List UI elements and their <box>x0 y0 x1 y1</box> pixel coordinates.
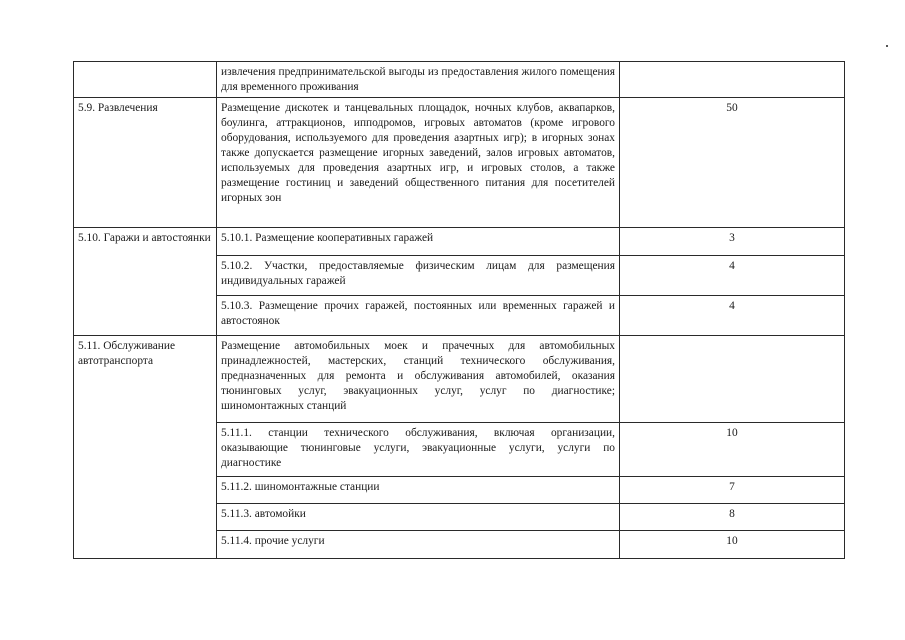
description-cell: извлечения предпринимательской выгоды из предоставления жилого помещения для временного проживания <box>217 62 620 98</box>
scan-speck <box>886 45 888 47</box>
value-cell <box>620 336 845 423</box>
value-cell: 10 <box>620 423 845 477</box>
value-cell: 7 <box>620 477 845 504</box>
value-cell <box>620 62 845 98</box>
table-row <box>74 98 845 228</box>
value-cell: 4 <box>620 256 845 296</box>
description-cell: 5.10.2. Участки, предоставляемые физическим лицам для размещения индивидуальных гаражей <box>217 256 620 296</box>
category-cell <box>74 62 217 98</box>
description-cell: Размещение автомобильных моек и прачечных для автомобильных принадлежностей, мастерских, станций технического обслуживания, предназначенных для ремонта и обслуживания автомобилей, оказания тюнинговых услуг, эвакуационных услуг, услуг по диагностике; шиномонтажных станций <box>217 336 620 423</box>
category-cell: 5.10. Гаражи и автостоянки <box>74 228 217 336</box>
description-cell: 5.11.3. автомойки <box>217 504 620 531</box>
value-cell: 8 <box>620 504 845 531</box>
description-cell: Размещение дискотек и танцевальных площадок, ночных клубов, аквапарков, боулинга, аттракционов, ипподромов, игровых автоматов (кроме игрового оборудования, используемого для проведения азартных игр); в игорных зонах также допускается размещение игорных заведений, залов игровых автоматов, используемых для проведения азартных игр, и игровых столов, а также размещение гостиниц и заведений общественного питания для посетителей игорных зон <box>217 98 620 228</box>
description-cell: 5.10.3. Размещение прочих гаражей, постоянных или временных гаражей и автостоянок <box>217 296 620 336</box>
value-cell: 50 <box>620 98 845 228</box>
table-row <box>74 336 845 423</box>
value-cell: 10 <box>620 531 845 559</box>
category-cell: 5.11. Обслуживание автотранспорта <box>74 336 217 559</box>
description-cell: 5.11.2. шиномонтажные станции <box>217 477 620 504</box>
category-cell: 5.9. Развлечения <box>74 98 217 228</box>
land-use-table <box>73 61 845 559</box>
description-cell: 5.10.1. Размещение кооперативных гаражей <box>217 228 620 256</box>
description-cell: 5.11.1. станции технического обслуживания, включая организации, оказывающие тюнинговые услуги, эвакуационные услуги, услуги по диагностике <box>217 423 620 477</box>
value-cell: 4 <box>620 296 845 336</box>
value-cell: 3 <box>620 228 845 256</box>
table-row <box>74 62 845 98</box>
table-row <box>74 228 845 256</box>
description-cell: 5.11.4. прочие услуги <box>217 531 620 559</box>
